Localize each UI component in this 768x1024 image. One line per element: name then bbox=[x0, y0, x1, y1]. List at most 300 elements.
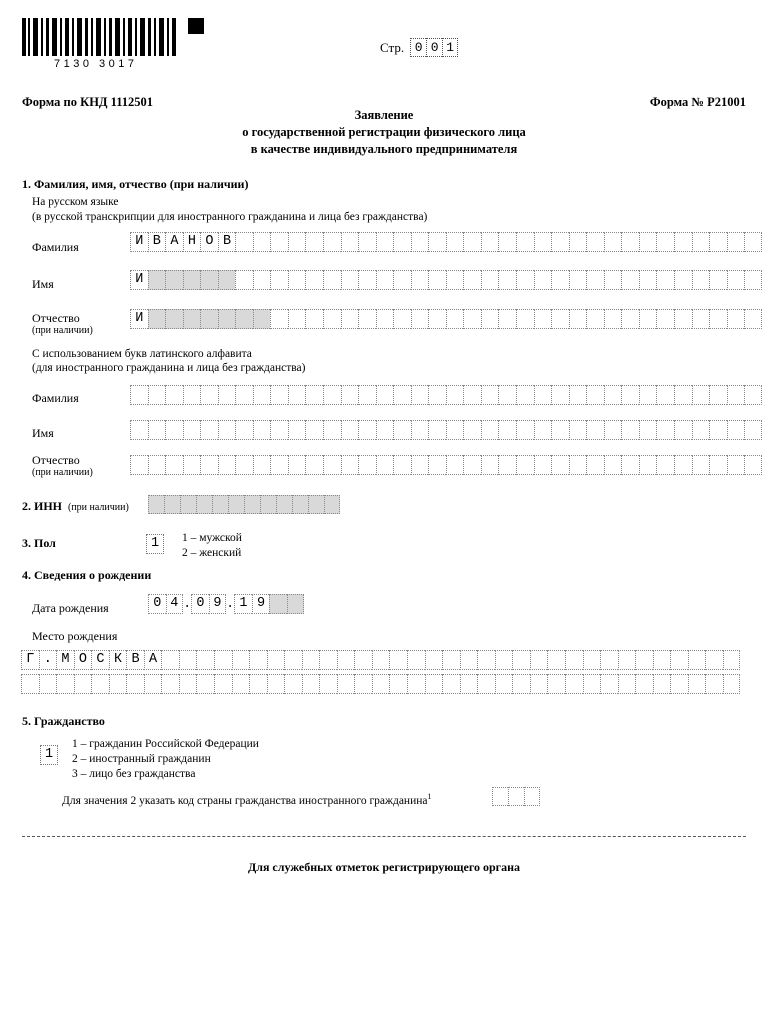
birthplace-cell[interactable] bbox=[179, 674, 197, 694]
patronymic-lat-cell[interactable] bbox=[481, 455, 499, 475]
birthplace-cell[interactable] bbox=[337, 674, 355, 694]
birthplace-cell[interactable] bbox=[583, 674, 601, 694]
birthplace-cell[interactable] bbox=[653, 650, 671, 670]
patronymic-cell[interactable] bbox=[218, 309, 236, 329]
patronymic-cell[interactable] bbox=[253, 309, 271, 329]
birthplace-cell[interactable]: В bbox=[126, 650, 144, 670]
birthplace-cell[interactable] bbox=[389, 674, 407, 694]
inn-input[interactable] bbox=[148, 495, 340, 514]
patronymic-lat-cell[interactable] bbox=[393, 455, 411, 475]
patronymic-lat-cell[interactable] bbox=[305, 455, 323, 475]
birthplace-cell[interactable] bbox=[56, 674, 74, 694]
birthplace-cell[interactable] bbox=[161, 650, 179, 670]
birthplace-cell[interactable]: О bbox=[74, 650, 92, 670]
name-lat-cell[interactable] bbox=[586, 420, 604, 440]
patronymic-cell[interactable] bbox=[551, 309, 569, 329]
patronymic-lat-cell[interactable] bbox=[288, 455, 306, 475]
name-lat-cell[interactable] bbox=[656, 420, 674, 440]
birthplace-cell[interactable] bbox=[302, 650, 320, 670]
patronymic-cell[interactable] bbox=[235, 309, 253, 329]
birthplace-cell[interactable] bbox=[477, 674, 495, 694]
surname-cell[interactable] bbox=[288, 232, 306, 252]
birthplace-cell[interactable] bbox=[74, 674, 92, 694]
name-cell[interactable] bbox=[446, 270, 464, 290]
name-cell[interactable] bbox=[656, 270, 674, 290]
birthplace-cell[interactable] bbox=[425, 674, 443, 694]
patronymic-cell[interactable] bbox=[481, 309, 499, 329]
birthplace-line-2[interactable] bbox=[21, 674, 740, 694]
name-cell[interactable] bbox=[323, 270, 341, 290]
name-lat-cell[interactable] bbox=[376, 420, 394, 440]
name-ru-input[interactable] bbox=[130, 270, 762, 290]
surname-lat-cell[interactable] bbox=[621, 385, 639, 405]
surname-lat-cell[interactable] bbox=[727, 385, 745, 405]
name-lat-cell[interactable] bbox=[253, 420, 271, 440]
birthplace-cell[interactable]: . bbox=[39, 650, 57, 670]
patronymic-cell[interactable] bbox=[674, 309, 692, 329]
patronymic-cell[interactable] bbox=[393, 309, 411, 329]
birthplace-cell[interactable] bbox=[442, 674, 460, 694]
patronymic-lat-cell[interactable] bbox=[656, 455, 674, 475]
surname-cell[interactable] bbox=[656, 232, 674, 252]
birthplace-cell[interactable] bbox=[460, 650, 478, 670]
name-cell[interactable] bbox=[235, 270, 253, 290]
patronymic-ru-input[interactable] bbox=[130, 309, 762, 329]
patronymic-lat-cell[interactable] bbox=[235, 455, 253, 475]
surname-cell[interactable] bbox=[498, 232, 516, 252]
birthplace-cell[interactable] bbox=[284, 674, 302, 694]
surname-lat-cell[interactable] bbox=[358, 385, 376, 405]
inn-cell[interactable] bbox=[228, 495, 244, 514]
surname-cell[interactable] bbox=[534, 232, 552, 252]
name-cell[interactable] bbox=[341, 270, 359, 290]
birthplace-cell[interactable] bbox=[21, 674, 39, 694]
birthplace-cell[interactable] bbox=[547, 674, 565, 694]
surname-lat-cell[interactable] bbox=[639, 385, 657, 405]
birthplace-cell[interactable] bbox=[723, 674, 741, 694]
patronymic-lat-cell[interactable] bbox=[218, 455, 236, 475]
name-cell[interactable] bbox=[709, 270, 727, 290]
name-cell[interactable] bbox=[586, 270, 604, 290]
patronymic-cell[interactable] bbox=[621, 309, 639, 329]
patronymic-lat-cell[interactable] bbox=[428, 455, 446, 475]
birthdate-year-cell[interactable] bbox=[287, 594, 305, 614]
birthplace-cell[interactable] bbox=[635, 650, 653, 670]
patronymic-lat-cell[interactable] bbox=[130, 455, 148, 475]
surname-lat-cell[interactable] bbox=[569, 385, 587, 405]
name-cell[interactable] bbox=[411, 270, 429, 290]
patronymic-cell[interactable] bbox=[358, 309, 376, 329]
surname-lat-cell[interactable] bbox=[341, 385, 359, 405]
name-lat-cell[interactable] bbox=[463, 420, 481, 440]
birthplace-cell[interactable] bbox=[407, 674, 425, 694]
surname-cell[interactable] bbox=[305, 232, 323, 252]
surname-lat-cell[interactable] bbox=[183, 385, 201, 405]
birthplace-cell[interactable] bbox=[196, 674, 214, 694]
patronymic-cell[interactable] bbox=[200, 309, 218, 329]
name-lat-cell[interactable] bbox=[183, 420, 201, 440]
patronymic-cell[interactable]: И bbox=[130, 309, 148, 329]
surname-lat-cell[interactable] bbox=[586, 385, 604, 405]
birthplace-line-1[interactable] bbox=[21, 650, 740, 670]
birthdate-year-cell[interactable]: 9 bbox=[252, 594, 270, 614]
name-cell[interactable] bbox=[463, 270, 481, 290]
surname-lat-cell[interactable] bbox=[305, 385, 323, 405]
birthplace-cell[interactable] bbox=[337, 650, 355, 670]
patronymic-lat-cell[interactable] bbox=[674, 455, 692, 475]
country-code-cell[interactable] bbox=[524, 787, 540, 806]
birthdate-year[interactable] bbox=[234, 594, 304, 614]
birthplace-cell[interactable]: Г bbox=[21, 650, 39, 670]
surname-cell[interactable] bbox=[446, 232, 464, 252]
inn-cell[interactable] bbox=[292, 495, 308, 514]
birthplace-cell[interactable] bbox=[425, 650, 443, 670]
surname-lat-cell[interactable] bbox=[288, 385, 306, 405]
patronymic-cell[interactable] bbox=[411, 309, 429, 329]
inn-cell[interactable] bbox=[196, 495, 212, 514]
birthplace-cell[interactable] bbox=[565, 674, 583, 694]
name-cell[interactable] bbox=[674, 270, 692, 290]
surname-cell[interactable] bbox=[411, 232, 429, 252]
birthdate-input[interactable] bbox=[148, 594, 304, 614]
patronymic-cell[interactable] bbox=[305, 309, 323, 329]
birthplace-cell[interactable] bbox=[126, 674, 144, 694]
patronymic-lat-cell[interactable] bbox=[446, 455, 464, 475]
surname-lat-input[interactable] bbox=[130, 385, 762, 405]
birthplace-cell[interactable] bbox=[354, 650, 372, 670]
surname-cell[interactable] bbox=[674, 232, 692, 252]
name-lat-cell[interactable] bbox=[200, 420, 218, 440]
surname-lat-cell[interactable] bbox=[148, 385, 166, 405]
inn-cell[interactable] bbox=[260, 495, 276, 514]
birthdate-month-cell[interactable]: 9 bbox=[209, 594, 227, 614]
patronymic-cell[interactable] bbox=[516, 309, 534, 329]
name-lat-cell[interactable] bbox=[604, 420, 622, 440]
name-lat-cell[interactable] bbox=[358, 420, 376, 440]
patronymic-cell[interactable] bbox=[639, 309, 657, 329]
name-lat-cell[interactable] bbox=[621, 420, 639, 440]
name-cell[interactable] bbox=[621, 270, 639, 290]
patronymic-cell[interactable] bbox=[463, 309, 481, 329]
surname-cell[interactable] bbox=[358, 232, 376, 252]
name-lat-cell[interactable] bbox=[341, 420, 359, 440]
birthplace-cell[interactable] bbox=[670, 650, 688, 670]
birthplace-cell[interactable] bbox=[372, 674, 390, 694]
inn-cell[interactable] bbox=[244, 495, 260, 514]
name-lat-cell[interactable] bbox=[323, 420, 341, 440]
patronymic-lat-cell[interactable] bbox=[621, 455, 639, 475]
patronymic-cell[interactable] bbox=[692, 309, 710, 329]
birthplace-cell[interactable] bbox=[618, 650, 636, 670]
patronymic-cell[interactable] bbox=[323, 309, 341, 329]
name-lat-input[interactable] bbox=[130, 420, 762, 440]
birthdate-month[interactable] bbox=[191, 594, 226, 614]
name-cell[interactable] bbox=[183, 270, 201, 290]
birthplace-cell[interactable] bbox=[109, 674, 127, 694]
name-lat-cell[interactable] bbox=[534, 420, 552, 440]
patronymic-cell[interactable] bbox=[727, 309, 745, 329]
birthplace-cell[interactable] bbox=[442, 650, 460, 670]
name-cell[interactable] bbox=[358, 270, 376, 290]
patronymic-cell[interactable] bbox=[428, 309, 446, 329]
patronymic-lat-cell[interactable] bbox=[358, 455, 376, 475]
name-cell[interactable] bbox=[288, 270, 306, 290]
surname-ru-input[interactable] bbox=[130, 232, 762, 252]
name-lat-cell[interactable] bbox=[569, 420, 587, 440]
name-cell[interactable] bbox=[604, 270, 622, 290]
name-lat-cell[interactable] bbox=[516, 420, 534, 440]
patronymic-lat-cell[interactable] bbox=[586, 455, 604, 475]
patronymic-lat-cell[interactable] bbox=[463, 455, 481, 475]
birthdate-year-cell[interactable]: 1 bbox=[234, 594, 252, 614]
birthplace-cell[interactable] bbox=[214, 674, 232, 694]
patronymic-lat-cell[interactable] bbox=[639, 455, 657, 475]
birthplace-cell[interactable]: К bbox=[109, 650, 127, 670]
surname-lat-cell[interactable] bbox=[692, 385, 710, 405]
birthplace-cell[interactable]: С bbox=[91, 650, 109, 670]
name-lat-cell[interactable] bbox=[148, 420, 166, 440]
birthplace-cell[interactable] bbox=[705, 650, 723, 670]
patronymic-cell[interactable] bbox=[534, 309, 552, 329]
birthdate-month-cell[interactable]: 0 bbox=[191, 594, 209, 614]
name-cell[interactable] bbox=[393, 270, 411, 290]
name-lat-cell[interactable] bbox=[498, 420, 516, 440]
surname-lat-cell[interactable] bbox=[744, 385, 762, 405]
birthdate-day-cell[interactable]: 4 bbox=[166, 594, 184, 614]
surname-lat-cell[interactable] bbox=[498, 385, 516, 405]
birthplace-cell[interactable] bbox=[512, 674, 530, 694]
patronymic-cell[interactable] bbox=[148, 309, 166, 329]
birthplace-cell[interactable] bbox=[39, 674, 57, 694]
surname-lat-cell[interactable] bbox=[200, 385, 218, 405]
birthplace-cell[interactable] bbox=[267, 650, 285, 670]
gender-input[interactable]: 1 bbox=[146, 534, 164, 554]
inn-cell[interactable] bbox=[164, 495, 180, 514]
name-cell[interactable] bbox=[516, 270, 534, 290]
name-lat-cell[interactable] bbox=[305, 420, 323, 440]
birthplace-cell[interactable]: М bbox=[56, 650, 74, 670]
surname-lat-cell[interactable] bbox=[463, 385, 481, 405]
surname-cell[interactable] bbox=[463, 232, 481, 252]
birthplace-cell[interactable] bbox=[723, 650, 741, 670]
surname-cell[interactable]: И bbox=[130, 232, 148, 252]
inn-cell[interactable] bbox=[212, 495, 228, 514]
name-lat-cell[interactable] bbox=[393, 420, 411, 440]
country-code-cell[interactable] bbox=[492, 787, 508, 806]
name-cell[interactable] bbox=[727, 270, 745, 290]
surname-lat-cell[interactable] bbox=[604, 385, 622, 405]
name-cell[interactable] bbox=[253, 270, 271, 290]
surname-cell[interactable] bbox=[481, 232, 499, 252]
birthplace-cell[interactable] bbox=[600, 650, 618, 670]
patronymic-cell[interactable] bbox=[569, 309, 587, 329]
surname-cell[interactable] bbox=[692, 232, 710, 252]
birthplace-cell[interactable] bbox=[547, 650, 565, 670]
name-lat-cell[interactable] bbox=[692, 420, 710, 440]
patronymic-cell[interactable] bbox=[709, 309, 727, 329]
name-lat-cell[interactable] bbox=[218, 420, 236, 440]
patronymic-lat-cell[interactable] bbox=[253, 455, 271, 475]
birthplace-cell[interactable] bbox=[319, 650, 337, 670]
surname-lat-cell[interactable] bbox=[270, 385, 288, 405]
name-cell[interactable] bbox=[148, 270, 166, 290]
name-cell[interactable] bbox=[481, 270, 499, 290]
birthplace-cell[interactable]: А bbox=[144, 650, 162, 670]
surname-cell[interactable]: О bbox=[200, 232, 218, 252]
patronymic-cell[interactable] bbox=[498, 309, 516, 329]
birthplace-cell[interactable] bbox=[284, 650, 302, 670]
patronymic-cell[interactable] bbox=[586, 309, 604, 329]
surname-lat-cell[interactable] bbox=[516, 385, 534, 405]
inn-cell[interactable] bbox=[180, 495, 196, 514]
name-cell[interactable] bbox=[692, 270, 710, 290]
country-code-input[interactable] bbox=[492, 787, 540, 806]
patronymic-lat-cell[interactable] bbox=[551, 455, 569, 475]
surname-lat-cell[interactable] bbox=[709, 385, 727, 405]
surname-cell[interactable] bbox=[270, 232, 288, 252]
name-lat-cell[interactable] bbox=[235, 420, 253, 440]
patronymic-lat-cell[interactable] bbox=[376, 455, 394, 475]
birthplace-cell[interactable] bbox=[618, 674, 636, 694]
surname-cell[interactable] bbox=[376, 232, 394, 252]
surname-cell[interactable] bbox=[253, 232, 271, 252]
patronymic-lat-cell[interactable] bbox=[516, 455, 534, 475]
surname-cell[interactable] bbox=[569, 232, 587, 252]
birthplace-cell[interactable] bbox=[179, 650, 197, 670]
patronymic-lat-cell[interactable] bbox=[165, 455, 183, 475]
surname-cell[interactable] bbox=[709, 232, 727, 252]
country-code-cell[interactable] bbox=[508, 787, 524, 806]
birthplace-cell[interactable] bbox=[583, 650, 601, 670]
name-lat-cell[interactable] bbox=[411, 420, 429, 440]
surname-lat-cell[interactable] bbox=[411, 385, 429, 405]
name-lat-cell[interactable] bbox=[744, 420, 762, 440]
surname-lat-cell[interactable] bbox=[534, 385, 552, 405]
birthplace-cell[interactable] bbox=[688, 674, 706, 694]
birthplace-cell[interactable] bbox=[249, 674, 267, 694]
birthplace-cell[interactable] bbox=[495, 650, 513, 670]
name-cell[interactable] bbox=[551, 270, 569, 290]
inn-cell[interactable] bbox=[308, 495, 324, 514]
patronymic-lat-cell[interactable] bbox=[727, 455, 745, 475]
name-lat-cell[interactable] bbox=[165, 420, 183, 440]
birthplace-cell[interactable] bbox=[653, 674, 671, 694]
patronymic-lat-cell[interactable] bbox=[604, 455, 622, 475]
patronymic-cell[interactable] bbox=[165, 309, 183, 329]
name-cell[interactable] bbox=[376, 270, 394, 290]
patronymic-cell[interactable] bbox=[604, 309, 622, 329]
birthplace-cell[interactable] bbox=[670, 674, 688, 694]
birthplace-cell[interactable] bbox=[232, 650, 250, 670]
name-cell[interactable] bbox=[498, 270, 516, 290]
surname-lat-cell[interactable] bbox=[446, 385, 464, 405]
birthplace-cell[interactable] bbox=[249, 650, 267, 670]
birthplace-cell[interactable] bbox=[214, 650, 232, 670]
surname-lat-cell[interactable] bbox=[428, 385, 446, 405]
birthplace-cell[interactable] bbox=[530, 650, 548, 670]
patronymic-lat-cell[interactable] bbox=[498, 455, 516, 475]
birthplace-cell[interactable] bbox=[407, 650, 425, 670]
surname-lat-cell[interactable] bbox=[551, 385, 569, 405]
birthplace-cell[interactable] bbox=[635, 674, 653, 694]
birthplace-cell[interactable] bbox=[144, 674, 162, 694]
surname-cell[interactable] bbox=[341, 232, 359, 252]
birthplace-cell[interactable] bbox=[354, 674, 372, 694]
name-cell[interactable] bbox=[744, 270, 762, 290]
birthdate-day[interactable] bbox=[148, 594, 183, 614]
surname-lat-cell[interactable] bbox=[393, 385, 411, 405]
surname-cell[interactable] bbox=[551, 232, 569, 252]
patronymic-cell[interactable] bbox=[744, 309, 762, 329]
birthplace-cell[interactable] bbox=[600, 674, 618, 694]
surname-lat-cell[interactable] bbox=[218, 385, 236, 405]
inn-cell[interactable] bbox=[324, 495, 340, 514]
inn-cell[interactable] bbox=[148, 495, 164, 514]
birthplace-cell[interactable] bbox=[232, 674, 250, 694]
birthplace-cell[interactable] bbox=[196, 650, 214, 670]
birthdate-day-cell[interactable]: 0 bbox=[148, 594, 166, 614]
birthplace-cell[interactable] bbox=[302, 674, 320, 694]
patronymic-lat-cell[interactable] bbox=[183, 455, 201, 475]
birthplace-cell[interactable] bbox=[372, 650, 390, 670]
surname-lat-cell[interactable] bbox=[376, 385, 394, 405]
patronymic-lat-input[interactable] bbox=[130, 455, 762, 475]
patronymic-cell[interactable] bbox=[376, 309, 394, 329]
name-cell[interactable] bbox=[200, 270, 218, 290]
name-lat-cell[interactable] bbox=[674, 420, 692, 440]
surname-lat-cell[interactable] bbox=[481, 385, 499, 405]
birthplace-cell[interactable] bbox=[267, 674, 285, 694]
patronymic-cell[interactable] bbox=[656, 309, 674, 329]
surname-cell[interactable] bbox=[621, 232, 639, 252]
name-lat-cell[interactable] bbox=[639, 420, 657, 440]
surname-cell[interactable] bbox=[604, 232, 622, 252]
birthplace-cell[interactable] bbox=[477, 650, 495, 670]
birthplace-cell[interactable] bbox=[161, 674, 179, 694]
surname-cell[interactable]: В bbox=[148, 232, 166, 252]
name-lat-cell[interactable] bbox=[270, 420, 288, 440]
patronymic-lat-cell[interactable] bbox=[341, 455, 359, 475]
surname-cell[interactable]: А bbox=[165, 232, 183, 252]
patronymic-lat-cell[interactable] bbox=[270, 455, 288, 475]
patronymic-lat-cell[interactable] bbox=[569, 455, 587, 475]
surname-lat-cell[interactable] bbox=[130, 385, 148, 405]
name-lat-cell[interactable] bbox=[446, 420, 464, 440]
surname-cell[interactable] bbox=[428, 232, 446, 252]
patronymic-lat-cell[interactable] bbox=[534, 455, 552, 475]
patronymic-lat-cell[interactable] bbox=[200, 455, 218, 475]
surname-lat-cell[interactable] bbox=[253, 385, 271, 405]
patronymic-lat-cell[interactable] bbox=[148, 455, 166, 475]
patronymic-cell[interactable] bbox=[183, 309, 201, 329]
birthplace-cell[interactable] bbox=[705, 674, 723, 694]
name-cell[interactable]: И bbox=[130, 270, 148, 290]
patronymic-cell[interactable] bbox=[341, 309, 359, 329]
name-lat-cell[interactable] bbox=[727, 420, 745, 440]
birthplace-cell[interactable] bbox=[495, 674, 513, 694]
surname-cell[interactable] bbox=[393, 232, 411, 252]
surname-cell[interactable] bbox=[586, 232, 604, 252]
surname-lat-cell[interactable] bbox=[674, 385, 692, 405]
inn-cell[interactable] bbox=[276, 495, 292, 514]
patronymic-cell[interactable] bbox=[288, 309, 306, 329]
birthplace-cell[interactable] bbox=[460, 674, 478, 694]
name-lat-cell[interactable] bbox=[551, 420, 569, 440]
birthplace-cell[interactable] bbox=[565, 650, 583, 670]
surname-lat-cell[interactable] bbox=[323, 385, 341, 405]
name-lat-cell[interactable] bbox=[428, 420, 446, 440]
name-cell[interactable] bbox=[270, 270, 288, 290]
